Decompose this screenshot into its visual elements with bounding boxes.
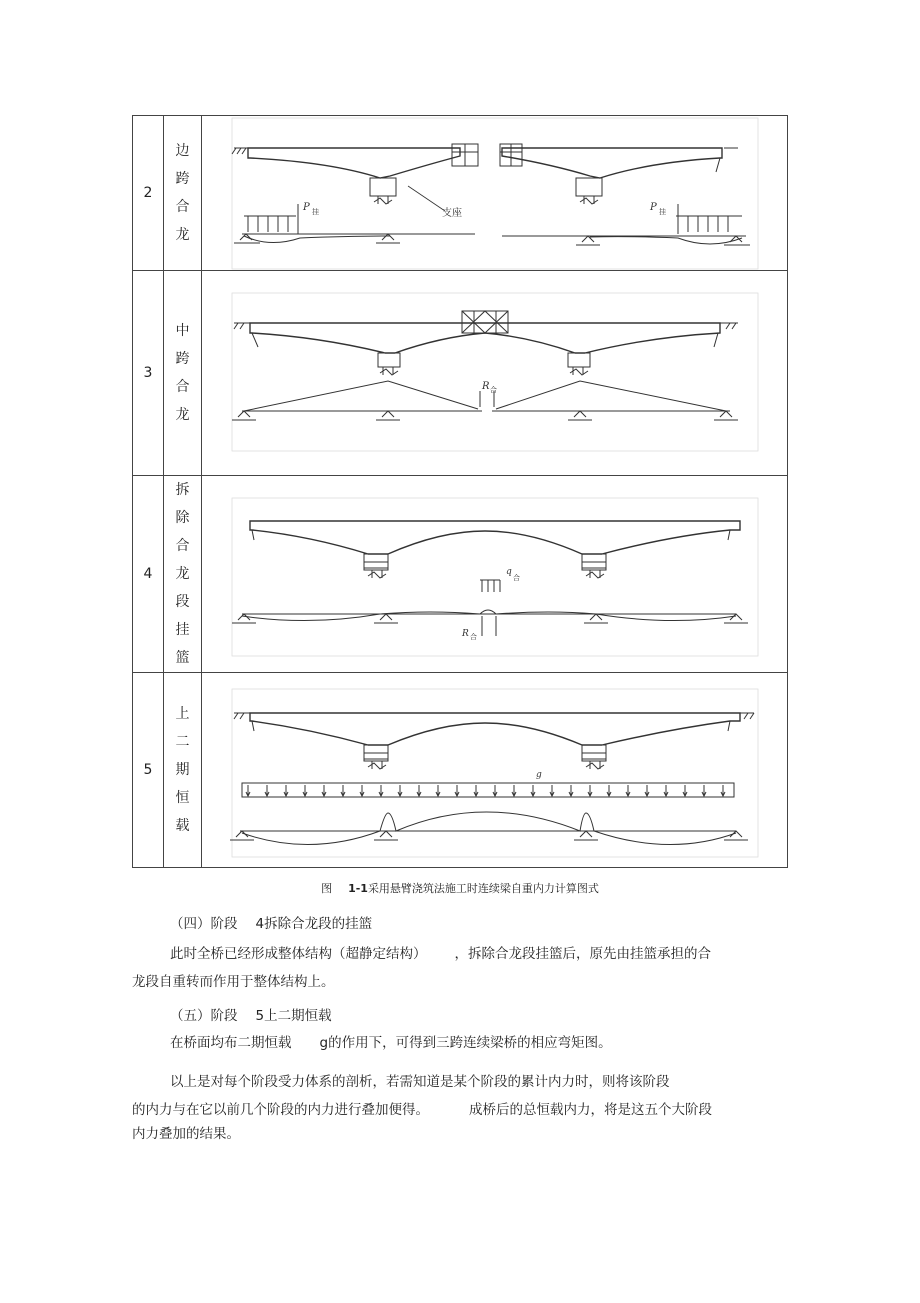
stage-row-2 [133, 116, 788, 271]
stage-number: 3 [133, 271, 164, 476]
stage-name: 边跨合龙 [175, 143, 190, 243]
stage-name: 拆除合龙段挂篮 [175, 482, 190, 666]
svg-text:挂: 挂 [312, 208, 319, 216]
stage-diagram-table [132, 115, 788, 868]
paragraph-4-line1: 此时全桥已经形成整体结构（超静定结构） ，拆除合龙段挂篮后，原先由挂篮承担的合 [170, 946, 711, 962]
figure-caption: 图 1-1采用悬臂浇筑法施工时连续梁自重内力计算图式 [321, 882, 599, 895]
paragraph-5-line1: 在桥面均布二期恒载 g的作用下，可得到三跨连续梁桥的相应弯矩图。 [170, 1035, 612, 1051]
stage-figure-5 [202, 673, 788, 868]
stage-row-3 [133, 271, 788, 476]
stage-number: 4 [133, 476, 164, 673]
stage-figure-4 [202, 476, 788, 673]
stage-name: 中跨合龙 [175, 323, 190, 423]
stage-row-4 [133, 476, 788, 673]
g-label: g [536, 770, 542, 780]
r-label: R [482, 381, 490, 392]
stage-figure-2 [202, 116, 788, 271]
second-phase-dead-load-diagram [230, 673, 760, 868]
p-right-label: P [650, 202, 657, 213]
stage-number: 2 [133, 116, 164, 271]
section-heading-5: （五）阶段 5上二期恒载 [170, 1008, 332, 1024]
paragraph-summary-line1: 以上是对每个阶段受力体系的剖析，若需知道是某个阶段的累计内力时，则将该阶段 [170, 1074, 670, 1090]
paragraph-4-line2: 龙段自重转而作用于整体结构上。 [132, 974, 335, 990]
r-label: R [462, 629, 469, 639]
q-label: q [506, 567, 512, 577]
remove-traveller-diagram [230, 476, 760, 671]
mid-span-closure-diagram [230, 271, 760, 476]
stage-number: 5 [133, 673, 164, 868]
paragraph-summary-line3: 内力叠加的结果。 [132, 1126, 240, 1142]
p-left-label: P [303, 202, 310, 213]
stage-name: 上二期恒载 [175, 706, 190, 834]
svg-text:挂: 挂 [659, 208, 666, 216]
svg-text:合: 合 [490, 386, 497, 394]
svg-text:合: 合 [513, 574, 520, 582]
stage-figure-3 [202, 271, 788, 476]
section-heading-4: （四）阶段 4拆除合龙段的挂篮 [170, 916, 373, 932]
paragraph-summary-line2: 的内力与在它以前几个阶段的内力进行叠加便得。 成桥后的总恒载内力，将是这五个大阶段 [132, 1102, 712, 1118]
svg-text:合: 合 [470, 633, 477, 641]
side-span-closure-diagram [230, 116, 760, 271]
stage-row-5 [133, 673, 788, 868]
support-label: 支座 [442, 208, 462, 219]
